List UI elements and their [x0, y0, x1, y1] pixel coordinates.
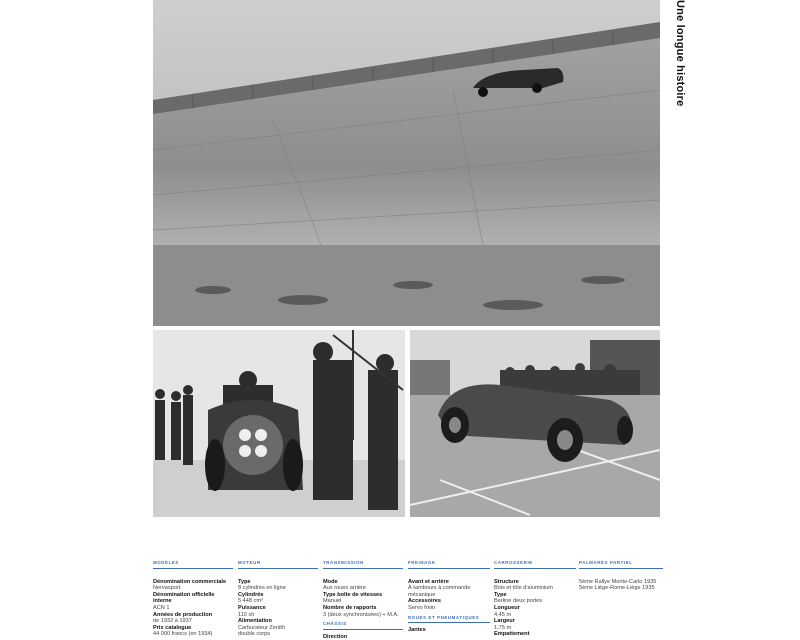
col-heading: TRANSMISSION	[323, 560, 403, 569]
sub-heading: ROUES ET PNEUMATIQUES	[408, 615, 490, 624]
spec-label: Jantes	[408, 627, 426, 634]
spec-label: Puissance	[238, 604, 266, 611]
spec-value: 5ème Rallye Monte-Carlo 1935	[579, 578, 657, 585]
spec-value: À tambours à commande	[408, 585, 471, 592]
spec-value: ACN 1	[153, 604, 170, 611]
spec-value: double corps	[238, 631, 271, 638]
spec-value: 4,45 m	[494, 611, 512, 618]
specifications-table	[153, 560, 665, 640]
spec-label: Direction	[323, 633, 348, 640]
col-transmission	[323, 560, 403, 640]
col-heading: MODÈLES	[153, 560, 233, 569]
col-heading: CARROSSERIE	[494, 560, 576, 569]
spec-label: Type boîte de vitesses	[323, 591, 383, 598]
spec-label: Cylindrée	[238, 591, 264, 598]
spec-label: Dénomination commerciale	[153, 578, 227, 585]
col-heading: PALMARÈS PARTIEL	[579, 560, 663, 569]
spec-label: Longueur	[494, 604, 520, 611]
race-car-mechanics-photo	[153, 330, 405, 517]
sub-heading: CHÂSSIS	[323, 621, 403, 630]
col-freinage	[408, 560, 490, 640]
spec-label: Type	[238, 578, 251, 585]
spec-value: Bois et tôle d'aluminium	[494, 585, 553, 592]
col-modeles	[153, 560, 233, 640]
spec-label: Accessoires	[408, 598, 441, 605]
col-palmares	[579, 560, 663, 640]
spec-value: 1,75 m	[494, 624, 512, 631]
spec-label: Mode	[323, 578, 338, 585]
spec-value: Nervasport	[153, 585, 181, 592]
spec-label: interne	[153, 598, 172, 605]
spec-value: 3 (deux synchronisées) + M.A.	[323, 611, 399, 618]
banked-track-photo	[153, 0, 660, 326]
col-heading: FREINAGE	[408, 560, 490, 569]
spec-label: Type	[494, 591, 507, 598]
spec-value: 44 000 francs (en 1934)	[153, 631, 213, 638]
spec-value: de 1932 à 1937	[153, 618, 192, 625]
col-heading: MOTEUR	[238, 560, 318, 569]
spec-label: Alimentation	[238, 618, 272, 625]
spec-label: Structure	[494, 578, 519, 585]
spec-label: Nombre de rapports	[323, 604, 377, 611]
spec-label: Prix catalogue	[153, 624, 192, 631]
spec-value: Servo frein	[408, 604, 436, 611]
spec-label: Dénomination officielle	[153, 591, 215, 598]
spec-value: 110 ch	[238, 611, 255, 618]
spec-label: Avant et arrière	[408, 578, 449, 585]
spec-value: Carburateur Zenith	[238, 624, 285, 631]
spec-label: Années de production	[153, 611, 213, 618]
spec-value: Berline deux portes	[494, 598, 543, 605]
spec-label: Empattement	[494, 631, 530, 638]
spec-value: Aux roues arrière	[323, 585, 366, 592]
spec-label: Largeur	[494, 618, 515, 625]
spec-value: Manuel	[323, 598, 342, 605]
spec-value: mécanique	[408, 591, 436, 598]
spec-value: 8 cylindres en ligne	[238, 585, 286, 592]
col-moteur	[238, 560, 318, 640]
col-carrosserie	[494, 560, 576, 640]
spec-value: 5 448 cm³	[238, 598, 263, 605]
streamlined-car-photo	[410, 330, 660, 517]
side-title: Une longue histoire	[674, 0, 686, 107]
spec-value: 5ème Liège-Rome-Liège 1935	[579, 585, 655, 592]
